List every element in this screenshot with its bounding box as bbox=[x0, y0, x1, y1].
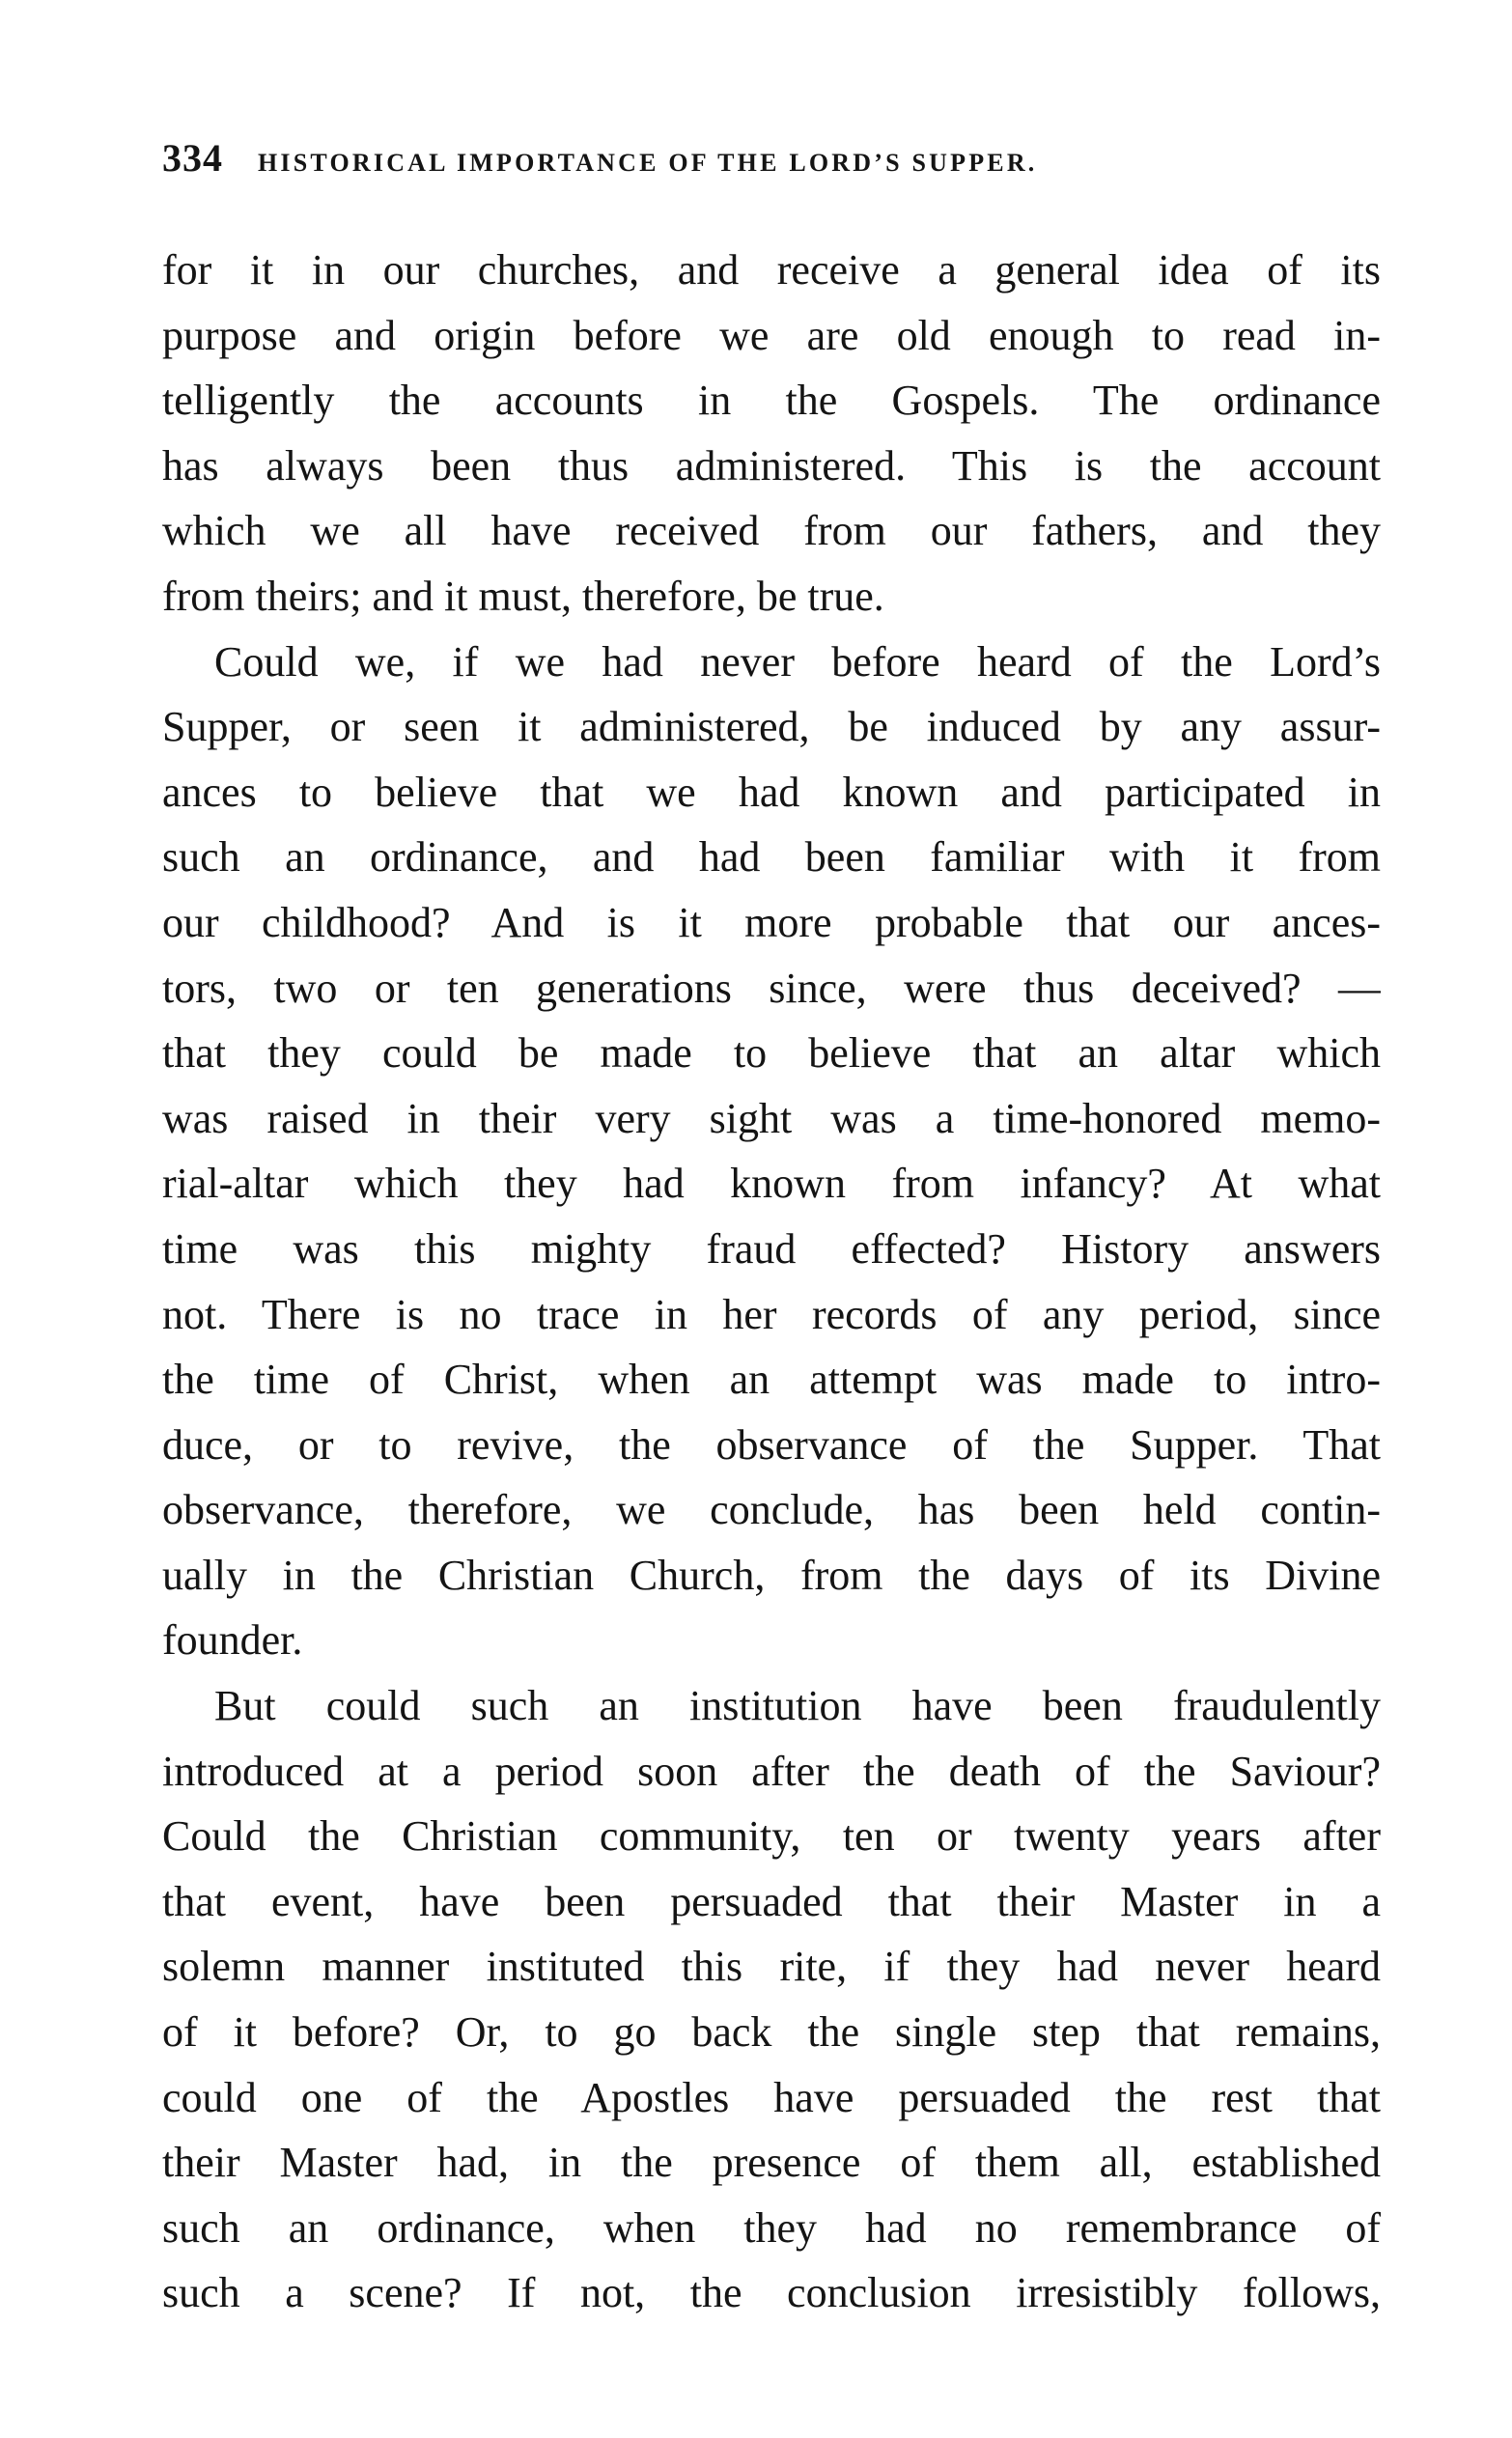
text-line: introduced at a period soon after the death of the Saviour? bbox=[162, 1747, 1381, 1795]
text-line: which we all have received from our fathers, and they bbox=[162, 507, 1381, 555]
text-line: solemn manner instituted this rite, if they had never heard bbox=[162, 1943, 1381, 1991]
text-line: But could such an institution have been fraudulently bbox=[214, 1682, 1381, 1730]
text-line: Could the Christian community, ten or twenty years after bbox=[162, 1812, 1381, 1861]
text-line: our childhood? And is it more probable that our ances- bbox=[162, 898, 1381, 946]
paragraph-3 bbox=[162, 1673, 1381, 2326]
text-line: time was this mighty fraud effected? History answers bbox=[162, 1224, 1381, 1273]
text-line: such a scene? If not, the conclusion irresistibly follows, bbox=[162, 2269, 1381, 2317]
text-line: that they could be made to believe that an altar which bbox=[162, 1029, 1381, 1078]
text-line: ances to believe that we had known and participated in bbox=[162, 768, 1381, 816]
text-line: ually in the Christian Church, from the days of its Divine bbox=[162, 1551, 1381, 1599]
paragraph-1 bbox=[162, 238, 1381, 630]
text-line: founder. bbox=[162, 1616, 303, 1665]
text-line: tors, two or ten generations since, were thus deceived? — bbox=[162, 964, 1381, 1012]
text-line: not. There is no trace in her records of any period, since bbox=[162, 1290, 1381, 1338]
text-line: their Master had, in the presence of them all, established bbox=[162, 2139, 1381, 2187]
book-page bbox=[162, 135, 1381, 2326]
text-line: purpose and origin before we are old enough to read in- bbox=[162, 311, 1381, 359]
text-line: that event, have been persuaded that their Master in a bbox=[162, 1877, 1381, 1925]
text-line: telligently the accounts in the Gospels. The ordinance bbox=[162, 377, 1381, 425]
text-line: duce, or to revive, the observance of the Supper. That bbox=[162, 1420, 1381, 1469]
paragraph-2 bbox=[162, 630, 1381, 1674]
page-number: 334 bbox=[162, 136, 223, 180]
body-text bbox=[162, 238, 1381, 2326]
text-line: the time of Christ, when an attempt was made to intro- bbox=[162, 1356, 1381, 1404]
running-title: HISTORICAL IMPORTANCE OF THE LORD’S SUPPER. bbox=[258, 149, 1038, 177]
running-head bbox=[162, 135, 1381, 189]
text-line: was raised in their very sight was a time-honored memo- bbox=[162, 1094, 1381, 1142]
text-line: Could we, if we had never before heard of the Lord’s bbox=[214, 637, 1381, 686]
text-line: such an ordinance, when they had no remembrance of bbox=[162, 2203, 1381, 2252]
text-line: of it before? Or, to go back the single step that remains, bbox=[162, 2008, 1381, 2057]
text-line: Supper, or seen it administered, be induced by any assur- bbox=[162, 703, 1381, 751]
text-line: could one of the Apostles have persuaded the rest that bbox=[162, 2073, 1381, 2121]
text-line: such an ordinance, and had been familiar with it from bbox=[162, 833, 1381, 882]
text-line: rial-altar which they had known from infancy? At what bbox=[162, 1160, 1381, 1208]
text-line: for it in our churches, and receive a general idea of its bbox=[162, 246, 1381, 294]
text-line: has always been thus administered. This is the account bbox=[162, 441, 1381, 490]
text-line: from theirs; and it must, therefore, be true. bbox=[162, 572, 884, 620]
text-line: observance, therefore, we conclude, has been held contin- bbox=[162, 1486, 1381, 1534]
